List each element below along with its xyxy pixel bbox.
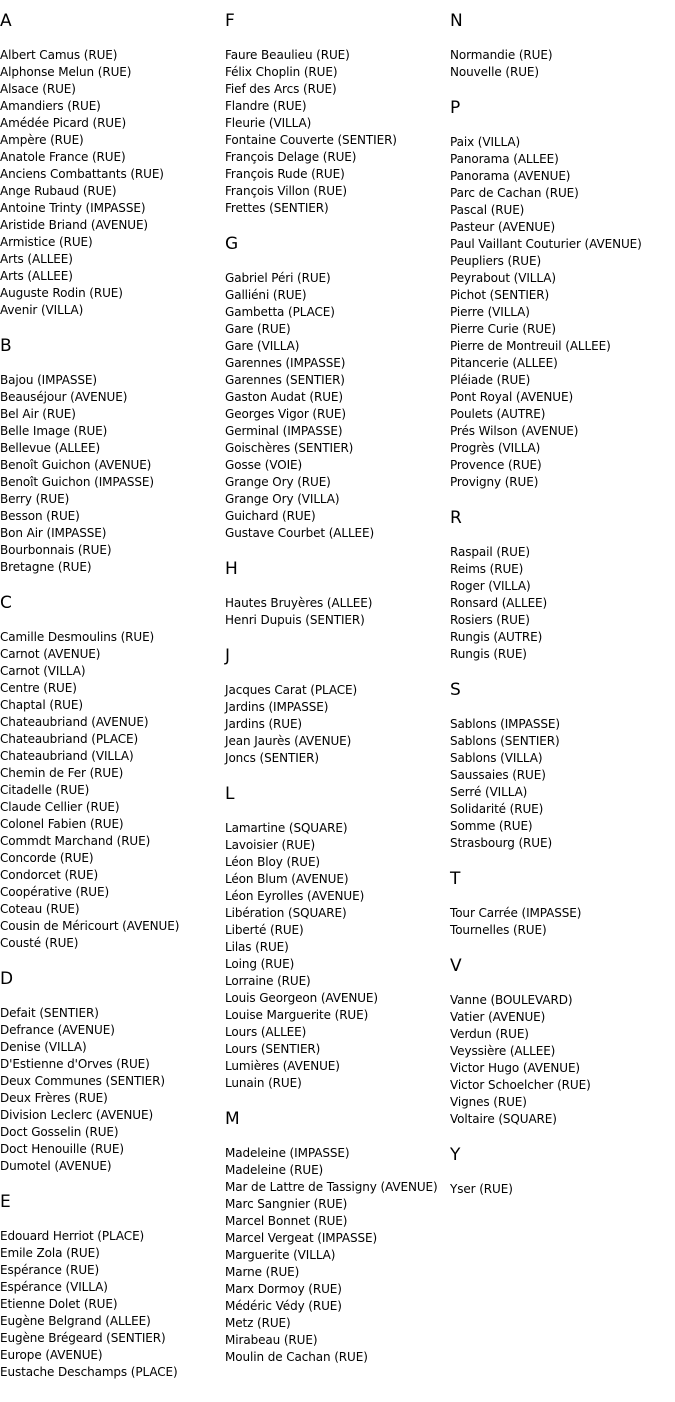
street-item: Marc Sangnier (RUE)	[225, 1197, 348, 1211]
street-item: Carnot (VILLA)	[0, 664, 86, 678]
street-list	[225, 595, 447, 629]
street-item: Provigny (RUE)	[450, 475, 539, 489]
letter-group	[450, 1145, 675, 1198]
street-list	[450, 1181, 675, 1198]
street-item: Eugène Belgrand (ALLEE)	[0, 1314, 151, 1328]
street-item: Defait (SENTIER)	[0, 1006, 99, 1020]
street-list	[450, 134, 675, 491]
street-item: Moulin de Cachan (RUE)	[225, 1350, 368, 1364]
letter-group	[450, 869, 675, 939]
letter-group	[0, 11, 222, 319]
street-item: Georges Vigor (RUE)	[225, 407, 346, 421]
street-item: Rungis (AUTRE)	[450, 630, 543, 644]
street-item: Faure Beaulieu (RUE)	[225, 48, 350, 62]
street-item: Coteau (RUE)	[0, 902, 80, 916]
street-item: Gabriel Péri (RUE)	[225, 271, 331, 285]
letter-heading: F	[225, 11, 235, 31]
street-item: Bretagne (RUE)	[0, 560, 92, 574]
letter-heading: J	[225, 646, 231, 666]
street-item: Marne (RUE)	[225, 1265, 300, 1279]
street-item: Fief des Arcs (RUE)	[225, 82, 337, 96]
street-item: Alsace (RUE)	[0, 82, 76, 96]
street-item: Lorraine (RUE)	[225, 974, 311, 988]
street-item: Paul Vaillant Couturier (AVENUE)	[450, 237, 642, 251]
street-item: Anatole France (RUE)	[0, 150, 126, 164]
letter-group	[225, 11, 447, 217]
street-item: Auguste Rodin (RUE)	[0, 286, 123, 300]
street-item: Paix (VILLA)	[450, 135, 521, 149]
street-item: Chemin de Fer (RUE)	[0, 766, 124, 780]
street-item: Madeleine (RUE)	[225, 1163, 324, 1177]
street-item: Raspail (RUE)	[450, 545, 530, 559]
letter-group	[450, 508, 675, 663]
street-item: Carnot (AVENUE)	[0, 647, 101, 661]
street-item: Léon Bloy (RUE)	[225, 855, 321, 869]
street-item: Division Leclerc (AVENUE)	[0, 1108, 154, 1122]
street-item: Bajou (IMPASSE)	[0, 373, 97, 387]
street-item: Germinal (IMPASSE)	[225, 424, 343, 438]
street-item: Antoine Trinty (IMPASSE)	[0, 201, 146, 215]
street-item: Normandie (RUE)	[450, 48, 553, 62]
street-item: Gambetta (PLACE)	[225, 305, 335, 319]
street-item: Sablons (VILLA)	[450, 751, 543, 765]
street-item: Veyssière (ALLEE)	[450, 1044, 556, 1058]
letter-group	[450, 956, 675, 1128]
street-item: Benoît Guichon (AVENUE)	[0, 458, 152, 472]
street-item: Hautes Bruyères (ALLEE)	[225, 596, 373, 610]
street-item: Belle Image (RUE)	[0, 424, 108, 438]
street-item: Colonel Fabien (RUE)	[0, 817, 124, 831]
street-item: Gare (RUE)	[225, 322, 291, 336]
street-item: Espérance (VILLA)	[0, 1280, 108, 1294]
street-item: Gaston Audat (RUE)	[225, 390, 343, 404]
street-item: Lumières (AVENUE)	[225, 1059, 340, 1073]
street-item: Henri Dupuis (SENTIER)	[225, 613, 365, 627]
letter-heading: A	[0, 11, 12, 31]
street-item: Gosse (VOIE)	[225, 458, 303, 472]
street-item: François Delage (RUE)	[225, 150, 357, 164]
street-item: Galliéni (RUE)	[225, 288, 307, 302]
letter-heading: P	[450, 98, 461, 118]
street-item: Rungis (RUE)	[450, 647, 527, 661]
street-item: Parc de Cachan (RUE)	[450, 186, 579, 200]
column-2	[225, 0, 447, 1383]
street-list	[0, 1005, 222, 1175]
street-item: Eustache Deschamps (PLACE)	[0, 1365, 178, 1379]
street-item: Emile Zola (RUE)	[0, 1246, 100, 1260]
street-item: Panorama (AVENUE)	[450, 169, 571, 183]
street-item: Léon Blum (AVENUE)	[225, 872, 349, 886]
letter-heading: S	[450, 680, 461, 700]
street-item: Condorcet (RUE)	[0, 868, 99, 882]
street-item: Frettes (SENTIER)	[225, 201, 329, 215]
street-item: Cousté (RUE)	[0, 936, 79, 950]
street-item: Metz (RUE)	[225, 1316, 291, 1330]
letter-group	[450, 680, 675, 852]
street-item: Sablons (IMPASSE)	[450, 717, 560, 731]
street-item: François Villon (RUE)	[225, 184, 347, 198]
street-item: Tour Carrée (IMPASSE)	[450, 906, 582, 920]
street-item: Marcel Bonnet (RUE)	[225, 1214, 348, 1228]
street-item: Pierre Curie (RUE)	[450, 322, 556, 336]
street-item: Commdt Marchand (RUE)	[0, 834, 151, 848]
street-item: Lilas (RUE)	[225, 940, 289, 954]
street-item: Reims (RUE)	[450, 562, 524, 576]
street-item: Claude Cellier (RUE)	[0, 800, 120, 814]
street-item: Léon Eyrolles (AVENUE)	[225, 889, 365, 903]
street-item: Ronsard (ALLEE)	[450, 596, 548, 610]
street-item: Vanne (BOULEVARD)	[450, 993, 573, 1007]
street-item: Guichard (RUE)	[225, 509, 316, 523]
street-item: Nouvelle (RUE)	[450, 65, 539, 79]
street-list	[225, 682, 447, 767]
street-item: Strasbourg (RUE)	[450, 836, 553, 850]
street-item: Anciens Combattants (RUE)	[0, 167, 164, 181]
street-item: Lours (ALLEE)	[225, 1025, 307, 1039]
letter-group	[450, 98, 675, 491]
street-list	[450, 992, 675, 1128]
street-item: Fontaine Couverte (SENTIER)	[225, 133, 397, 147]
street-item: Flandre (RUE)	[225, 99, 307, 113]
street-item: Pierre (VILLA)	[450, 305, 530, 319]
street-item: Lamartine (SQUARE)	[225, 821, 348, 835]
street-item: Libération (SQUARE)	[225, 906, 347, 920]
street-item: Berry (RUE)	[0, 492, 70, 506]
street-item: Yser (RUE)	[450, 1182, 513, 1196]
letter-heading: T	[450, 869, 461, 889]
street-item: Sablons (SENTIER)	[450, 734, 560, 748]
street-item: Pascal (RUE)	[450, 203, 525, 217]
street-item: Prés Wilson (AVENUE)	[450, 424, 579, 438]
letter-heading: R	[450, 508, 462, 528]
street-list	[225, 820, 447, 1092]
letter-group	[0, 336, 222, 576]
street-list	[0, 372, 222, 576]
letter-group	[225, 784, 447, 1092]
letter-heading: L	[225, 784, 235, 804]
street-item: Camille Desmoulins (RUE)	[0, 630, 155, 644]
street-item: Grange Ory (VILLA)	[225, 492, 340, 506]
street-item: Somme (RUE)	[450, 819, 533, 833]
street-item: Vatier (AVENUE)	[450, 1010, 546, 1024]
street-item: Europe (AVENUE)	[0, 1348, 103, 1362]
street-item: Amédée Picard (RUE)	[0, 116, 127, 130]
street-item: Médéric Védy (RUE)	[225, 1299, 342, 1313]
street-list	[0, 629, 222, 952]
letter-group	[0, 1192, 222, 1381]
street-item: Victor Hugo (AVENUE)	[450, 1061, 581, 1075]
street-item: Voltaire (SQUARE)	[450, 1112, 557, 1126]
street-item: Pléiade (RUE)	[450, 373, 531, 387]
street-item: Pierre de Montreuil (ALLEE)	[450, 339, 611, 353]
street-item: Edouard Herriot (PLACE)	[0, 1229, 145, 1243]
street-item: Citadelle (RUE)	[0, 783, 90, 797]
street-item: Defrance (AVENUE)	[0, 1023, 115, 1037]
street-item: Besson (RUE)	[0, 509, 80, 523]
street-item: Marx Dormoy (RUE)	[225, 1282, 342, 1296]
letter-heading: E	[0, 1192, 11, 1212]
street-item: Denise (VILLA)	[0, 1040, 87, 1054]
street-item: Pichot (SENTIER)	[450, 288, 550, 302]
street-item: Jacques Carat (PLACE)	[225, 683, 358, 697]
street-item: Bellevue (ALLEE)	[0, 441, 101, 455]
street-item: Chaptal (RUE)	[0, 698, 83, 712]
street-item: Tournelles (RUE)	[450, 923, 547, 937]
letter-heading: D	[0, 969, 14, 989]
street-item: Chateaubriand (VILLA)	[0, 749, 134, 763]
street-item: Centre (RUE)	[0, 681, 77, 695]
street-item: Mirabeau (RUE)	[225, 1333, 318, 1347]
street-item: Aristide Briand (AVENUE)	[0, 218, 149, 232]
street-item: Provence (RUE)	[450, 458, 542, 472]
street-item: Arts (ALLEE)	[0, 269, 73, 283]
street-item: Benoît Guichon (IMPASSE)	[0, 475, 154, 489]
street-list	[450, 47, 675, 81]
street-item: Louise Marguerite (RUE)	[225, 1008, 369, 1022]
street-item: Jean Jaurès (AVENUE)	[225, 734, 352, 748]
street-item: Marcel Vergeat (IMPASSE)	[225, 1231, 378, 1245]
street-item: Concorde (RUE)	[0, 851, 94, 865]
street-list	[450, 716, 675, 852]
street-item: Garennes (SENTIER)	[225, 373, 345, 387]
street-item: Armistice (RUE)	[0, 235, 93, 249]
street-list	[225, 270, 447, 542]
street-item: Coopérative (RUE)	[0, 885, 110, 899]
street-item: Doct Gosselin (RUE)	[0, 1125, 119, 1139]
street-item: Pasteur (AVENUE)	[450, 220, 556, 234]
letter-heading: Y	[450, 1145, 461, 1165]
street-item: Bourbonnais (RUE)	[0, 543, 112, 557]
street-item: Deux Frères (RUE)	[0, 1091, 108, 1105]
street-item: Cousin de Méricourt (AVENUE)	[0, 919, 180, 933]
street-item: Madeleine (IMPASSE)	[225, 1146, 350, 1160]
street-list	[0, 1228, 222, 1381]
street-item: Roger (VILLA)	[450, 579, 531, 593]
street-item: Fleurie (VILLA)	[225, 116, 312, 130]
street-list	[0, 47, 222, 319]
street-item: Bel Air (RUE)	[0, 407, 76, 421]
street-item: Peupliers (RUE)	[450, 254, 542, 268]
street-item: Jardins (IMPASSE)	[225, 700, 329, 714]
letter-group	[0, 593, 222, 952]
street-list	[225, 1145, 447, 1366]
street-item: Félix Choplin (RUE)	[225, 65, 338, 79]
street-item: Joncs (SENTIER)	[225, 751, 319, 765]
street-item: Avenir (VILLA)	[0, 303, 84, 317]
letter-heading: B	[0, 336, 12, 356]
street-item: Liberté (RUE)	[225, 923, 304, 937]
street-item: Rosiers (RUE)	[450, 613, 530, 627]
street-item: Lunain (RUE)	[225, 1076, 302, 1090]
street-item: Serré (VILLA)	[450, 785, 528, 799]
street-item: Albert Camus (RUE)	[0, 48, 118, 62]
letter-heading: H	[225, 559, 238, 579]
street-item: Mar de Lattre de Tassigny (AVENUE)	[225, 1180, 438, 1194]
letter-group	[450, 11, 675, 81]
street-item: Saussaies (RUE)	[450, 768, 546, 782]
letter-group	[0, 969, 222, 1175]
street-item: Pitancerie (ALLEE)	[450, 356, 558, 370]
street-item: Louis Georgeon (AVENUE)	[225, 991, 378, 1005]
street-item: Verdun (RUE)	[450, 1027, 529, 1041]
street-item: Doct Henouille (RUE)	[0, 1142, 124, 1156]
column-3	[450, 0, 675, 1215]
street-item: Beauséjour (AVENUE)	[0, 390, 128, 404]
street-item: Marguerite (VILLA)	[225, 1248, 336, 1262]
street-item: Alphonse Melun (RUE)	[0, 65, 132, 79]
street-item: Ange Rubaud (RUE)	[0, 184, 117, 198]
letter-heading: M	[225, 1109, 240, 1129]
letter-group	[225, 1109, 447, 1366]
street-item: Lavoisier (RUE)	[225, 838, 316, 852]
street-item: Peyrabout (VILLA)	[450, 271, 556, 285]
street-item: Garennes (IMPASSE)	[225, 356, 346, 370]
street-list	[450, 544, 675, 663]
letter-heading: N	[450, 11, 463, 31]
street-item: Chateaubriand (PLACE)	[0, 732, 139, 746]
column-1	[0, 0, 222, 1398]
street-item: Loing (RUE)	[225, 957, 295, 971]
street-item: Bon Air (IMPASSE)	[0, 526, 107, 540]
street-list	[225, 47, 447, 217]
street-item: Grange Ory (RUE)	[225, 475, 331, 489]
street-item: Espérance (RUE)	[0, 1263, 100, 1277]
street-item: Ampère (RUE)	[0, 133, 84, 147]
street-item: Arts (ALLEE)	[0, 252, 73, 266]
street-item: Dumotel (AVENUE)	[0, 1159, 112, 1173]
street-list	[450, 905, 675, 939]
street-item: Gare (VILLA)	[225, 339, 300, 353]
street-item: Amandiers (RUE)	[0, 99, 101, 113]
street-item: François Rude (RUE)	[225, 167, 345, 181]
street-item: Etienne Dolet (RUE)	[0, 1297, 118, 1311]
letter-heading: C	[0, 593, 12, 613]
street-item: Poulets (AUTRE)	[450, 407, 546, 421]
street-item: Panorama (ALLEE)	[450, 152, 559, 166]
street-item: Lours (SENTIER)	[225, 1042, 321, 1056]
letter-group	[225, 234, 447, 542]
street-item: Goischères (SENTIER)	[225, 441, 354, 455]
street-item: Solidarité (RUE)	[450, 802, 544, 816]
street-item: Chateaubriand (AVENUE)	[0, 715, 149, 729]
letter-heading: G	[225, 234, 239, 254]
street-item: Vignes (RUE)	[450, 1095, 527, 1109]
street-item: Progrès (VILLA)	[450, 441, 541, 455]
letter-group	[225, 646, 447, 767]
street-item: Jardins (RUE)	[225, 717, 303, 731]
street-item: Gustave Courbet (ALLEE)	[225, 526, 375, 540]
street-item: Pont Royal (AVENUE)	[450, 390, 574, 404]
street-item: Deux Communes (SENTIER)	[0, 1074, 165, 1088]
street-item: D'Estienne d'Orves (RUE)	[0, 1057, 150, 1071]
letter-group	[225, 559, 447, 629]
street-item: Victor Schoelcher (RUE)	[450, 1078, 591, 1092]
street-item: Eugène Brégeard (SENTIER)	[0, 1331, 166, 1345]
letter-heading: V	[450, 956, 462, 976]
